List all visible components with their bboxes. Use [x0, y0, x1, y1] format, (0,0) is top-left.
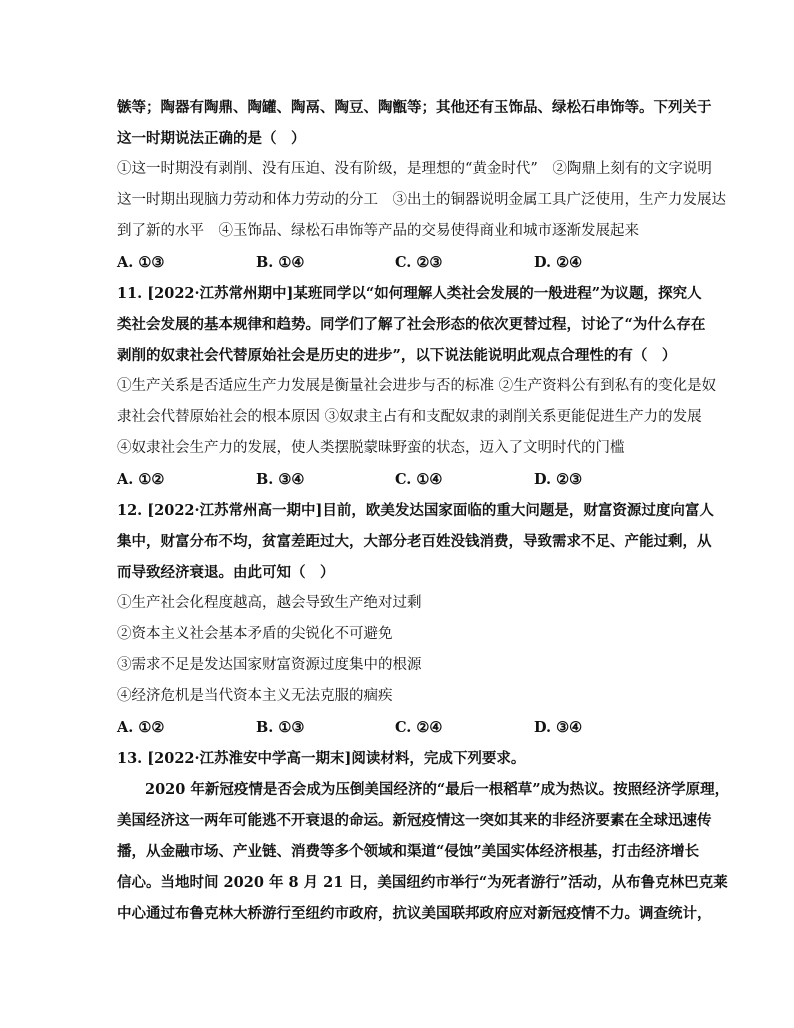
q11-option-a[interactable]: A. ①② — [117, 471, 165, 488]
q10-option-d[interactable]: D. ②④ — [534, 254, 583, 271]
q10-statement-line-1: ①这一时期没有剥削、没有压迫、没有阶级，是理想的“黄金时代” ②陶鼎上刻有的文字说明 — [117, 161, 712, 177]
q12-statement-2: ②资本主义社会基本矛盾的尖锐化不可避免 — [117, 626, 393, 642]
q12-option-c[interactable]: C. ②④ — [395, 719, 443, 736]
q13-material-line-3: 播，从金融市场、产业链、消费等多个领域和渠道“侵蚀”美国实体经济根基，打击经济增长 — [117, 843, 700, 860]
q12-statement-1: ①生产社会化程度越高，越会导致生产绝对过剩 — [117, 595, 422, 611]
q11-option-d[interactable]: D. ②③ — [534, 471, 583, 488]
q10-options — [117, 253, 679, 272]
q10-option-c[interactable]: C. ②③ — [395, 254, 443, 271]
q10-statement-line-2: 这一时期出现脑力劳动和体力劳动的分工 ③出土的铜器说明金属工具广泛使用，生产力发展达 — [117, 192, 726, 208]
q11-option-c[interactable]: C. ①④ — [395, 471, 443, 488]
q11-options — [117, 470, 679, 489]
q12-option-b[interactable]: B. ①③ — [256, 719, 305, 736]
q11-stem-line-3: 剥削的奴隶社会代替原始社会是历史的进步”，以下说法能说明此观点合理性的有（ ） — [117, 347, 677, 364]
q12-option-d[interactable]: D. ③④ — [534, 719, 583, 736]
q12-stem-line-1: 12. [2022·江苏常州高一期中]目前，欧美发达国家面临的重大问题是，财富资源过度向富人 — [117, 502, 714, 519]
q13-material-line-2: 美国经济这一两年可能逃不开衰退的命运。新冠疫情这一突如其来的非经济要素在全球迅速传 — [117, 812, 712, 829]
q11-option-b[interactable]: B. ③④ — [256, 471, 305, 488]
q11-statement-line-1: ①生产关系是否适应生产力发展是衡量社会进步与否的标准 ②生产资料公有到私有的变化是奴 — [117, 378, 717, 394]
q12-stem-line-3: 而导致经济衰退。由此可知（ ） — [117, 564, 335, 581]
q12-stem-line-2: 集中，财富分布不均，贫富差距过大，大部分老百姓没钱消费，导致需求不足、产能过剩，从 — [117, 533, 712, 550]
q10-option-a[interactable]: A. ①③ — [117, 254, 165, 271]
q11-stem-line-2: 类社会发展的基本规律和趋势。同学们了解了社会形态的依次更替过程，讨论了“为什么存在 — [117, 316, 706, 333]
q11-stem-line-1: 11. [2022·江苏常州期中]某班同学以“如何理解人类社会发展的一般进程”为议题，探究人 — [117, 285, 702, 302]
q12-options — [117, 718, 679, 737]
q12-option-a[interactable]: A. ①② — [117, 719, 165, 736]
q11-statement-line-2: 隶社会代替原始社会的根本原因 ③奴隶主占有和支配奴隶的剥削关系更能促进生产力的发展 — [117, 409, 702, 425]
q10-stem-line-1: 镞等；陶器有陶鼎、陶罐、陶鬲、陶豆、陶甑等；其他还有玉饰品、绿松石串饰等。下列关于 — [117, 99, 712, 116]
q13-material-line-1: 2020 年新冠疫情是否会成为压倒美国经济的“最后一根稻草”成为热议。按照经济学原理， — [145, 781, 730, 798]
q10-option-b[interactable]: B. ①④ — [256, 254, 305, 271]
q13-material-line-5: 中心通过布鲁克林大桥游行至纽约市政府，抗议美国联邦政府应对新冠疫情不力。调查统计， — [117, 905, 712, 922]
q10-statement-line-3: 到了新的水平 ④玉饰品、绿松石串饰等产品的交易使得商业和城市逐渐发展起来 — [117, 223, 639, 239]
document-page — [117, 98, 730, 923]
q13-stem-line-1: 13. [2022·江苏淮安中学高一期末]阅读材料，完成下列要求。 — [117, 750, 526, 767]
q11-statement-line-3: ④奴隶社会生产力的发展，使人类摆脱蒙昧野蛮的状态，迈入了文明时代的门槛 — [117, 440, 625, 456]
q12-statement-4: ④经济危机是当代资本主义无法克服的痼疾 — [117, 688, 393, 704]
q10-stem-line-2: 这一时期说法正确的是（ ） — [117, 130, 306, 147]
q13-material-line-4: 信心。当地时间 2020 年 8 月 21 日，美国纽约市举行“为死者游行”活动，从布鲁克林巴克莱 — [117, 874, 728, 891]
q12-statement-3: ③需求不足是发达国家财富资源过度集中的根源 — [117, 657, 422, 673]
